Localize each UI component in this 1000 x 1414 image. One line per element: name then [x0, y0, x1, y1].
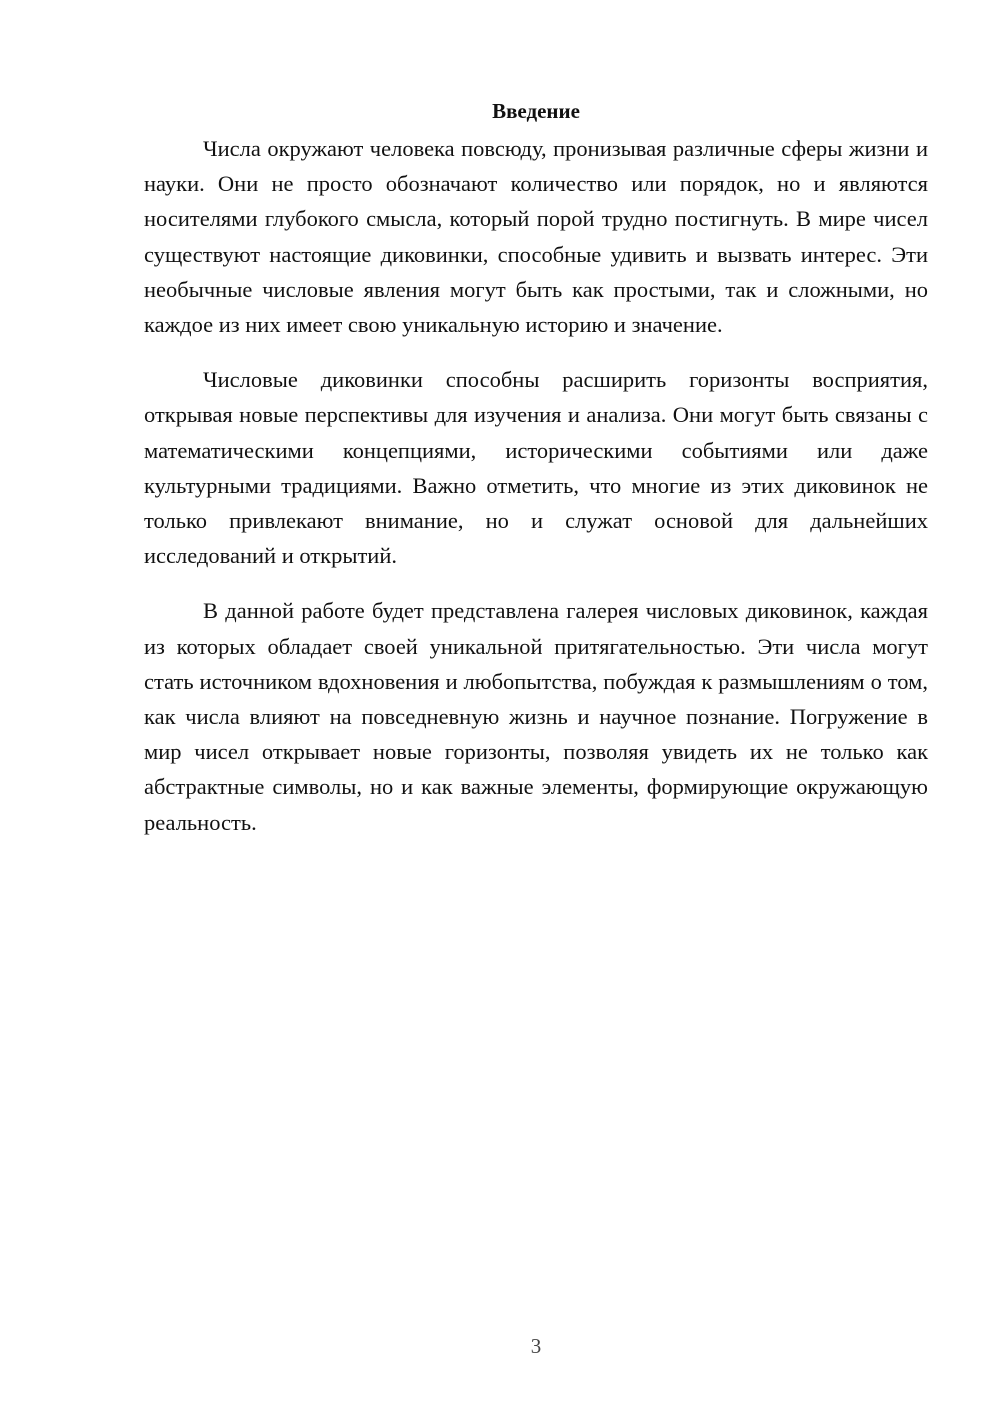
- paragraph-1: Числа окружают человека повсюду, пронизывая различные сферы жизни и науки. Они не просто обозначают количество или порядок, но и являются носителями глубокого смысла, который порой трудно постигнуть. В мире чисел существуют настоящие диковинки, способные удивить и вызвать интерес. Эти необычные числовые явления могут быть как простыми, так и сложными, но каждое из них имеет свою уникальную историю и значение.: [144, 136, 928, 338]
- page-content: [144, 96, 928, 860]
- page-number: 3: [530, 1334, 542, 1358]
- section-heading: Введение: [492, 99, 580, 123]
- paragraph-2: Числовые диковинки способны расширить горизонты восприятия, открывая новые перспективы для изучения и анализа. Они могут быть связаны с математическими концепциями, историческими событиями или даже культурными традициями. Важно отметить, что многие из этих диковинок не только привлекают внимание, но и служат основой для дальнейших исследований и открытий.: [144, 367, 928, 569]
- paragraph-3: В данной работе будет представлена галерея числовых диковинок, каждая из которых обладает своей уникальной притягательностью. Эти числа могут стать источником вдохновения и любопытства, побуждая к размышлениям о том, как числа влияют на повседневную жизнь и научное познание. Погружение в мир чисел открывает новые горизонты, позволяя увидеть их не только как абстрактные символы, но и как важные элементы, формирующие окружающую реальность.: [144, 598, 928, 835]
